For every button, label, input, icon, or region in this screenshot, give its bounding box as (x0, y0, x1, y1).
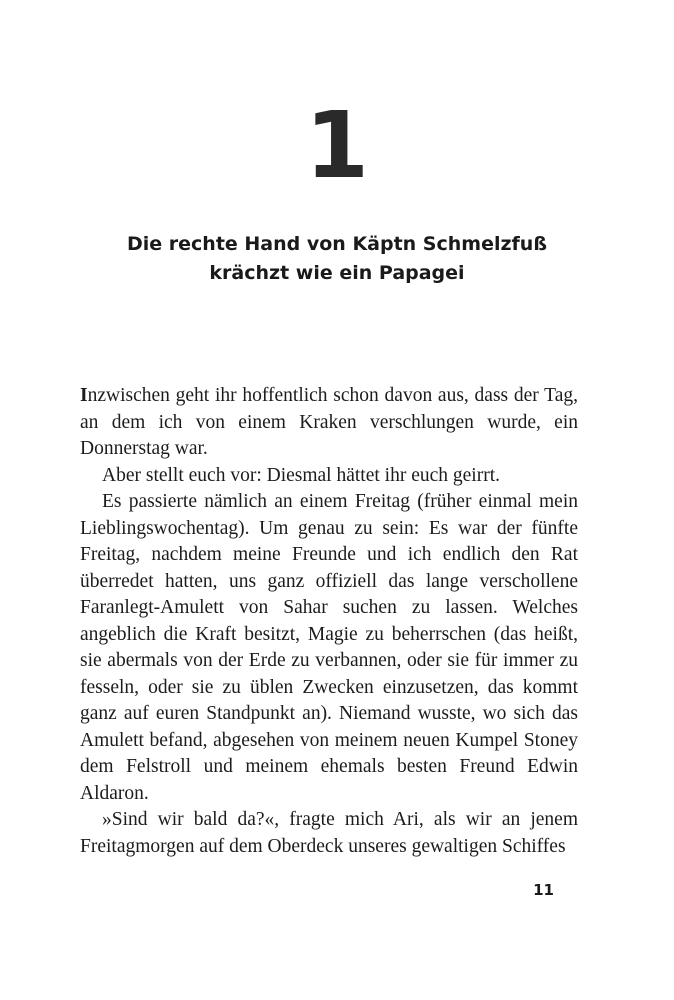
paragraph-4: »Sind wir bald da?«, fragte mich Ari, als wir an jenem Freitagmorgen auf dem Oberdeck unseres gewaltigen Schiffes (80, 809, 578, 857)
chapter-number: 1 (304, 92, 369, 199)
paragraph-3: Es passierte nämlich an einem Freitag (früher einmal mein Lieblingswochentag). Um genau zu sein: Es war der fünfte Freitag, nachdem meine Freunde und ich endlich den Rat überredet hatten, uns ganz offiziell das lange verschollene Faranlegt-Amulett von Sahar suchen zu lassen. Welches angeblich die Kraft besitzt, Magie zu beherrschen (das heißt, sie abermals von der Erde zu verbannen, oder sie für immer zu fesseln, oder sie zu üblen Zwecken einzusetzen, das kommt ganz auf euren Standpunkt an). Niemand wusste, wo sich das Amulett befand, abgesehen von meinem neuen Kumpel Stoney dem Felstroll und meinem ehemals besten Freund Edwin Aldaron. (80, 491, 578, 804)
drop-cap: I (80, 385, 88, 406)
paragraph-2: Aber stellt euch vor: Diesmal hättet ihr euch geirrt. (102, 464, 500, 486)
chapter-title-line-2: krächzt wie ein Papagei (209, 262, 465, 284)
chapter-title (0, 230, 674, 288)
body-text (80, 383, 578, 860)
paragraph-1-text: nzwischen geht ihr hoffentlich schon davon aus, dass der Tag, an dem ich von einem Kraken verschlungen wurde, ein Donnerstag war. (80, 385, 578, 459)
chapter-title-line-1: Die rechte Hand von Käptn Schmelzfuß (126, 233, 547, 255)
paragraph-1 (80, 383, 578, 463)
page-number: 11 (533, 881, 554, 899)
